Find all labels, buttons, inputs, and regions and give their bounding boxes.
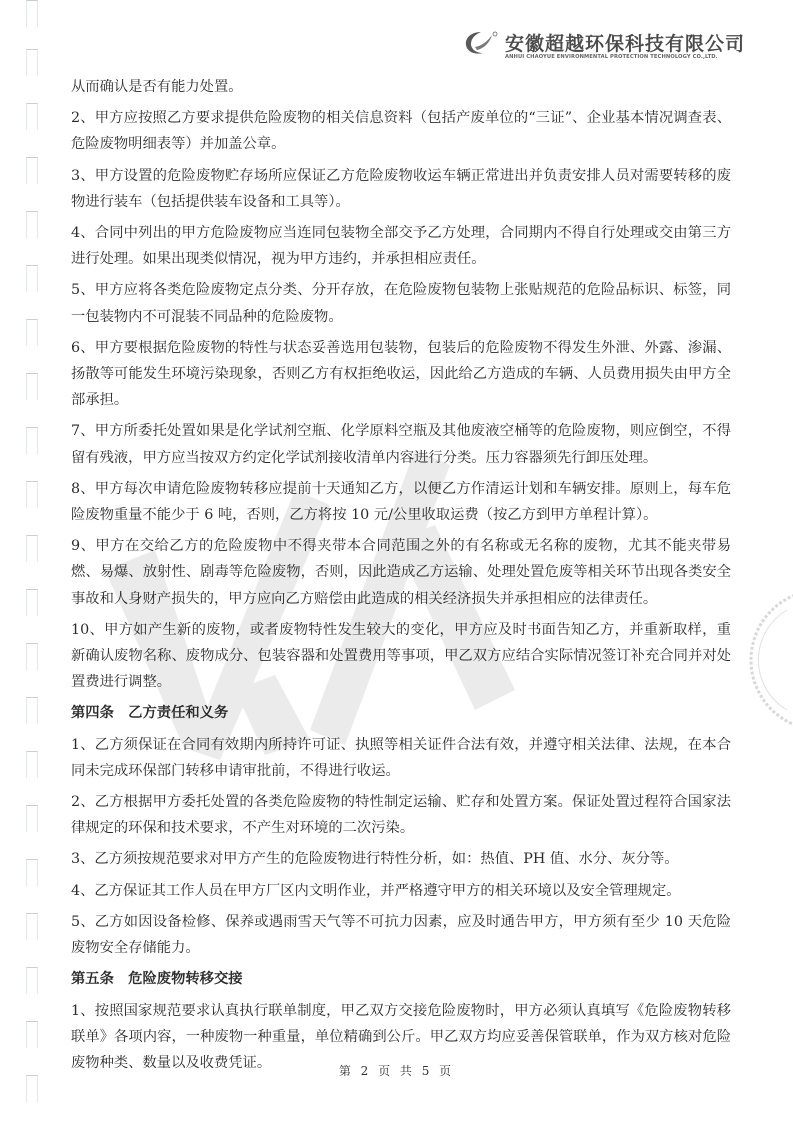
binding-marks [26,0,36,1122]
company-swoosh-logo-icon [463,29,499,57]
section4-item-5: 5、乙方如因设备检修、保养或遇雨雪天气等不可抗力因素，应及时通告甲方，甲方须有至少 10 天危险废物安全存储能力。 [71,913,731,957]
page-number: 第 2 页 共 5 页 [338,1064,455,1078]
contract-body [71,74,731,1076]
section3-item-7: 7、甲方所委托处置如果是化学试剂空瓶、化学原料空瓶及其他废液空桶等的危险废物，则应倒空，不得留有残液，甲方应当按双方约定化学试剂接收清单内容进行分类。压力容器须先行卸压处理。 [71,423,731,466]
section3-item-3: 3、甲方设置的危险废物贮存场所应保证乙方危险废物收运车辆正常进出并负责安排人员对需要转移的废物进行装车（包括提供装车设备和工具等）。 [71,167,731,210]
section4-item-3: 3、乙方须按规范要求对甲方产生的危险废物进行特性分析，如：热值、PH 值、水分、灰分等。 [71,851,679,868]
section4-item-4: 4、乙方保证其工作人员在甲方厂区内文明作业，并严格遵守甲方的相关环境以及安全管理规定。 [71,882,681,899]
company-name-cn: 安徽超越环保科技有限公司 [505,33,746,55]
section3-item-9: 9、甲方在交给乙方的危险废物中不得夹带本合同范围之外的有名称或无名称的废物，尤其不能夹带易燃、易爆、放射性、剧毒等危险废物，否则，因此造成乙方运输、处理处置危废等相关环节出现各类安全事故和人身财产损失的，甲方应向乙方赔偿由此造成的相关经济损失并承担相应的法律责任。 [71,538,731,607]
section3-item-5: 5、甲方应将各类危险废物定点分类、分开存放，在危险废物包装物上张贴规范的危险品标识、标签，同一包装物内不可混装不同品种的危险废物。 [71,282,731,325]
company-logo [463,27,746,65]
section3-item-8: 8、甲方每次申请危险废物转移应提前十天通知乙方，以便乙方作清运计划和车辆安排。原则上，每车危险废物重量不能少于 6 吨，否则，乙方将按 10 元/公里收取运费（按乙方到甲方单程计算）。 [71,480,731,524]
section3-item-2: 2、甲方应按照乙方要求提供危险废物的相关信息资料（包括产废单位的“三证”、企业基本情况调查表、危险废物明细表等）并加盖公章。 [71,110,731,153]
section5-heading: 第五条 危险废物转移交接 [71,971,243,988]
section3-item-10: 10、甲方如产生新的废物，或者废物特性发生较大的变化，甲方应及时书面告知乙方，并重新取样，重新确认废物名称、废物成分、包装容器和处置费用等事项，甲乙双方应结合实际情况签订补充合同并对处置费进行调整。 [71,621,731,691]
section4-item-2: 2、乙方根据甲方委托处置的各类危险废物的特性制定运输、贮存和处置方案。保证处置过程符合国家法律规定的环保和技术要求，不产生对环境的二次污染。 [71,794,731,837]
seal-stamp-icon [735,590,793,730]
section4-heading: 第四条 乙方责任和义务 [71,705,229,722]
section3-item-4: 4、合同中列出的甲方危险废物应当连同包装物全部交予乙方处理，合同期内不得自行处理或交由第三方进行处理。如果出现类似情况，视为甲方违约，并承担相应责任。 [71,225,731,268]
continuation-text: 从而确认是否有能力处置。 [71,79,243,95]
section5-item-1: 1、按照国家规范要求认真执行联单制度，甲乙双方交接危险废物时，甲方必须认真填写《危险废物转移联单》各项内容，一种废物一种重量，单位精确到公斤。甲乙双方均应妥善保管联单，作为双方核对危险废物种类、数量以及收费凭证。 [71,1002,731,1071]
section4-item-1: 1、乙方须保证在合同有效期内所持许可证、执照等相关证件合法有效，并遵守相关法律、法规，在本合同未完成环保部门转移申请审批前，不得进行收运。 [71,736,731,779]
company-name-en: ANHUI CHAOYUE ENVIRONMENTAL PROTECTION TECHNOLOGY CO.,LTD. [505,54,718,60]
section3-item-6: 6、甲方要根据危险废物的特性与状态妥善选用包装物，包装后的危险废物不得发生外泄、外露、渗漏、扬散等可能发生环境污染现象，否则乙方有权拒绝收运，因此给乙方造成的车辆、人员费用损失由甲方全部承担。 [71,339,731,409]
